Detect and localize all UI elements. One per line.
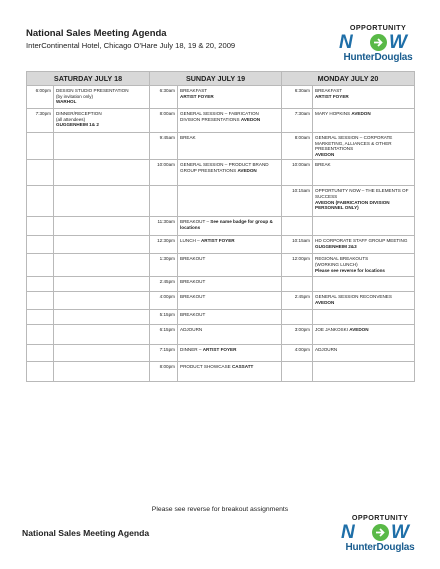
- event-cell-sat: [54, 86, 150, 109]
- agenda-row: [27, 236, 415, 254]
- event-title: BREAKOUT: [180, 312, 206, 318]
- event-cell-sat: [54, 362, 150, 382]
- time-cell-mon: [282, 277, 313, 292]
- agenda-row: [27, 362, 415, 382]
- time-cell-sun: 9:45am: [150, 133, 178, 160]
- event-location: ARTIST FOYER: [200, 238, 235, 244]
- time-cell-sun: 8:00am: [150, 109, 178, 133]
- time-cell-sat: [27, 345, 54, 362]
- time-cell-sat: [27, 236, 54, 254]
- event-location: CASSATT: [231, 364, 254, 370]
- opportunity-now-logo: [337, 24, 419, 63]
- event-location: Please see reverse for locations: [315, 267, 385, 273]
- event-title: BREAKFAST: [315, 88, 343, 93]
- time-cell-sat: [27, 310, 54, 325]
- event-title: REGIONAL BREAKOUTS: [315, 256, 369, 262]
- event-cell-mon: [313, 277, 415, 292]
- event-cell-sat: [54, 186, 150, 217]
- time-cell-sun: 12:30pm: [150, 236, 178, 254]
- event-title: ADJOURN: [180, 327, 203, 333]
- agenda-row: [27, 86, 415, 109]
- logo-now-right: W: [389, 32, 407, 53]
- event-note: (all attendees): [56, 116, 86, 122]
- logo-now-right: W: [391, 522, 409, 543]
- event-title: BREAK: [180, 135, 196, 140]
- event-title: ADJOURN: [315, 347, 338, 353]
- event-cell-sun: [178, 86, 282, 109]
- event-cell-sat: [54, 277, 150, 292]
- event-cell-sat: [54, 109, 150, 133]
- event-location: AVEDON: [349, 327, 369, 333]
- event-cell-mon: [313, 292, 415, 310]
- event-title: OPPORTUNITY NOW – THE ELEMENTS OF SUCCESS: [315, 188, 409, 199]
- time-cell-sat: [27, 133, 54, 160]
- logo-now-wordmark: [339, 523, 421, 542]
- event-title: GENERAL SESSION – CORPORATE MARKETING, ALLIANCES & OTHER PRESENTATIONS: [315, 135, 393, 152]
- agenda-row: [27, 217, 415, 236]
- time-cell-sat: [27, 325, 54, 345]
- event-location: AVEDON: [351, 111, 371, 116]
- time-cell-sun: 4:00pm: [150, 292, 178, 310]
- page-subtitle: InterContinental Hotel, Chicago O'Hare July 18, 19 & 20, 2009: [26, 41, 236, 50]
- arrow-right-icon: [370, 34, 387, 51]
- event-location: ARTIST FOYER: [315, 93, 349, 99]
- time-cell-sat: [27, 217, 54, 236]
- event-cell-mon: [313, 133, 415, 160]
- event-title: HD CORPORATE STAFF GROUP MEETING: [315, 238, 408, 244]
- event-title: DINNER/RECEPTION: [56, 111, 102, 116]
- event-title: PRODUCT SHOWCASE: [180, 364, 232, 370]
- time-cell-mon: 10:15am: [282, 236, 313, 254]
- event-title: GENERAL SESSION – PRODUCT BRAND GROUP PRESENTATIONS: [180, 162, 269, 173]
- time-cell-sat: [27, 277, 54, 292]
- event-title: LUNCH –: [180, 238, 201, 244]
- time-cell-sun: 2:45pm: [150, 277, 178, 292]
- event-title: BREAK: [315, 162, 331, 168]
- time-cell-mon: 3:00pm: [282, 325, 313, 345]
- event-cell-mon: [313, 254, 415, 277]
- event-cell-sun: [178, 186, 282, 217]
- event-cell-sun: [178, 236, 282, 254]
- page-title: National Sales Meeting Agenda: [26, 28, 167, 39]
- event-cell-sun: [178, 277, 282, 292]
- event-cell-sat: [54, 292, 150, 310]
- event-cell-sat: [54, 325, 150, 345]
- time-cell-mon: 4:00pm: [282, 345, 313, 362]
- event-cell-sun: [178, 292, 282, 310]
- event-cell-sat: [54, 236, 150, 254]
- event-cell-sun: [178, 109, 282, 133]
- opportunity-now-logo-footer: [339, 514, 421, 553]
- event-title: BREAKOUT: [180, 256, 206, 262]
- event-title: BREAKOUT: [180, 294, 206, 300]
- event-cell-sat: [54, 217, 150, 236]
- day-header-monday: MONDAY JULY 20: [282, 72, 415, 86]
- agenda-body: [27, 86, 415, 382]
- agenda-row: [27, 345, 415, 362]
- event-title: BREAKFAST: [180, 88, 208, 93]
- event-cell-sun: [178, 217, 282, 236]
- logo-brand: HunterDouglas: [345, 542, 415, 553]
- event-note: (by invitation only): [56, 93, 94, 99]
- logo-top-text: OPPORTUNITY: [351, 513, 409, 522]
- event-cell-sun: [178, 325, 282, 345]
- event-cell-sun: [178, 160, 282, 186]
- event-cell-mon: [313, 325, 415, 345]
- time-cell-mon: [282, 217, 313, 236]
- event-cell-mon: [313, 109, 415, 133]
- time-cell-mon: 10:00am: [282, 160, 313, 186]
- logo-top-text: OPPORTUNITY: [349, 23, 407, 32]
- time-cell-sun: 10:00am: [150, 160, 178, 186]
- event-title: BREAKOUT –: [180, 219, 211, 225]
- time-cell-sat: 7:30pm: [27, 109, 54, 133]
- time-cell-sun: 6:15pm: [150, 325, 178, 345]
- time-cell-sat: [27, 186, 54, 217]
- logo-now-left: N: [339, 32, 353, 53]
- logo-now-wordmark: [337, 33, 419, 52]
- event-cell-mon: [313, 86, 415, 109]
- agenda-row: [27, 186, 415, 217]
- time-cell-mon: 2:45pm: [282, 292, 313, 310]
- event-title: GENERAL SESSION RECONVENES: [315, 294, 392, 300]
- event-cell-sun: [178, 133, 282, 160]
- time-cell-sat: [27, 362, 54, 382]
- event-location: ARTIST FOYER: [180, 93, 214, 99]
- event-cell-mon: [313, 217, 415, 236]
- time-cell-mon: 12:00pm: [282, 254, 313, 277]
- event-location: AVEDON: [240, 116, 261, 122]
- agenda-row: [27, 310, 415, 325]
- time-cell-sun: [150, 186, 178, 217]
- time-cell-mon: 6:30am: [282, 86, 313, 109]
- agenda-row: [27, 109, 415, 133]
- event-cell-mon: [313, 310, 415, 325]
- event-location: WARHOL: [56, 99, 77, 105]
- agenda-table: [26, 71, 415, 382]
- event-location: AVEDON: [315, 299, 335, 305]
- event-cell-sun: [178, 362, 282, 382]
- event-location: See name badge for group & locations: [180, 219, 273, 230]
- time-cell-sun: 7:15pm: [150, 345, 178, 362]
- agenda-header-row: [27, 72, 415, 86]
- event-title: MARY HOPKINS: [315, 111, 352, 116]
- agenda-row: [27, 254, 415, 277]
- time-cell-sun: 11:30am: [150, 217, 178, 236]
- event-title: DESIGN STUDIO PRESENTATION: [56, 88, 129, 93]
- event-cell-sun: [178, 310, 282, 325]
- time-cell-sun: 8:00pm: [150, 362, 178, 382]
- agenda-row: [27, 277, 415, 292]
- agenda-row: [27, 160, 415, 186]
- event-cell-sat: [54, 160, 150, 186]
- event-cell-sat: [54, 310, 150, 325]
- event-cell-sun: [178, 345, 282, 362]
- time-cell-sun: 1:30pm: [150, 254, 178, 277]
- footer-note: Please see reverse for breakout assignments: [151, 506, 289, 513]
- event-cell-mon: [313, 345, 415, 362]
- agenda-row: [27, 325, 415, 345]
- event-cell-mon: [313, 160, 415, 186]
- event-title: BREAKOUT: [180, 279, 206, 285]
- time-cell-mon: [282, 362, 313, 382]
- event-cell-sun: [178, 254, 282, 277]
- time-cell-mon: 7:30am: [282, 109, 313, 133]
- footer-title: National Sales Meeting Agenda: [22, 528, 150, 538]
- time-cell-sat: 6:00pm: [27, 86, 54, 109]
- event-title: GENERAL SESSION – FABRICATION DIVISION PRESENTATIONS: [180, 111, 259, 122]
- day-header-sunday: SUNDAY JULY 19: [150, 72, 282, 86]
- event-cell-sat: [54, 254, 150, 277]
- event-title: JOE JANKOSKI: [315, 327, 350, 333]
- arrow-right-icon: [372, 524, 389, 541]
- agenda-row: [27, 133, 415, 160]
- event-cell-mon: [313, 186, 415, 217]
- time-cell-mon: 10:15am: [282, 186, 313, 217]
- time-cell-mon: [282, 310, 313, 325]
- time-cell-sun: 6:30am: [150, 86, 178, 109]
- time-cell-sat: [27, 160, 54, 186]
- event-location: GUGGENHEIM 1& 2: [56, 122, 99, 128]
- event-cell-mon: [313, 362, 415, 382]
- event-cell-mon: [313, 236, 415, 254]
- time-cell-sun: 5:15pm: [150, 310, 178, 325]
- time-cell-mon: 8:00am: [282, 133, 313, 160]
- event-location: ARTIST FOYER: [202, 347, 237, 353]
- event-location: AVEDON: [315, 151, 335, 157]
- event-location: GUGGENHEIM 2&3: [315, 243, 357, 249]
- logo-now-left: N: [341, 522, 355, 543]
- event-cell-sat: [54, 345, 150, 362]
- agenda-row: [27, 292, 415, 310]
- event-title: DINNER –: [180, 347, 203, 353]
- event-location: AVEDON: [237, 167, 257, 173]
- time-cell-sat: [27, 254, 54, 277]
- event-cell-sat: [54, 133, 150, 160]
- day-header-saturday: SATURDAY JULY 18: [27, 72, 150, 86]
- event-note: (WORKING LUNCH): [315, 261, 358, 267]
- event-location: AVEDON (FABRICATION DIVISION PERSONNEL ONLY): [315, 199, 390, 211]
- logo-brand: HunterDouglas: [343, 52, 413, 63]
- time-cell-sat: [27, 292, 54, 310]
